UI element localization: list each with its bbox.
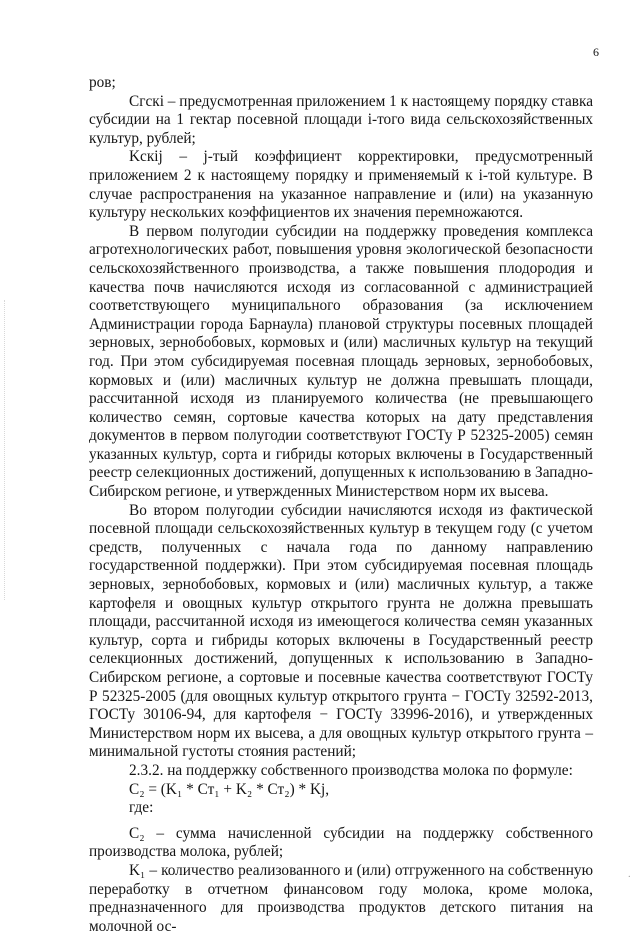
definition-k1: K₁ – количество реализованного и (или) отгруженного на собственную переработку в отчетном финансовом году молока, кроме молока, предназначенного для производства продуктов детского питания на молочной ос- bbox=[89, 861, 593, 935]
formula-c2: C₂ = (K₁ * Ст₁ + K₂ * Ст₂) * Kj, bbox=[129, 780, 330, 798]
definition-stavka: Cгскі – предусмотренная приложением 1 к настоящему порядку ставка субсидии на 1 гектар посевной площади i-того вида сельскохозяйственных культур, рублей; bbox=[89, 92, 593, 147]
definition-c2: C₂ – сумма начисленной субсидии на поддержку собственного производства молока, рублей; bbox=[89, 824, 593, 861]
paragraph-continuation: ров; bbox=[89, 74, 116, 91]
scan-margin-mark bbox=[4, 300, 8, 600]
document-body bbox=[89, 74, 593, 936]
formula-where: где: bbox=[129, 799, 154, 817]
page-number: 6 bbox=[593, 45, 599, 59]
scan-corner-mark: · bbox=[627, 872, 631, 883]
paragraph-first-half-year: В первом полугодии субсидии на поддержку проведения комплекса агротехнологических работ, повышения уровня экологической безопасности сельскохозяйственного производства, а также повышения плодородия и качества почв начисляются исходя из согласованной с администрацией соответствующего муниципального образования (за исключением Администрации города Барнаула) плановой структуры посевных площадей зерновых, зернобобовых, кормовых и (или) масличных культур на текущий год. При этом субсидируемая посевная площадь зерновых, зернобобовых, кормовых и (или) масличных культур не должна превышать площади, рассчитанной исходя из планируемого количества (не превышающего количество семян, сортовые качества которых на дату представления документов в первом полугодии соответствуют ГОСТу Р 52325-2005) семян указанных культур, сорта и гибриды которых включены в Государственный реестр селекционных достижений, допущенных к использованию в Западно-Сибирском регионе, и утвержденных Министерством норм их высева. bbox=[89, 222, 593, 501]
definition-koefficient: Kскіj – j-тый коэффициент корректировки, предусмотренный приложением 2 к настоящему порядку и применяемый к i-той культуре. В случае распространения на указанное направление и (или) на указанную культуру нескольких коэффициентов их значения перемножаются. bbox=[89, 148, 593, 222]
clause-2-3-2: 2.3.2. на поддержку собственного производства молока по формуле: bbox=[129, 761, 573, 779]
paragraph-second-half-year: Во втором полугодии субсидии начисляются исходя из фактической посевной площади сельскохозяйственных культур в текущем году (с учетом средств, полученных с начала года по данному направлению государственной поддержки). При этом субсидируемая посевная площадь зерновых, зернобобовых, кормовых и (или) масличных культур, а также картофеля и овощных культур открытого грунта не должна превышать площади, рассчитанной исходя из имеющегося количества семян указанных культур, сорта и гибриды которых включены в Государственный реестр селекционных достижений, допущенных к использованию в Западно-Сибирском регионе, а сортовые и посевные качества соответствуют ГОСТу Р 52325-2005 (для овощных культур открытого грунта − ГОСТу 32592-2013, ГОСТу 30106-94, для картофеля − ГОСТу 33996-2016), и утвержденных Министерством норм их высева, а для овощных культур открытого грунта – минимальной густоты стояния растений; bbox=[89, 501, 593, 761]
